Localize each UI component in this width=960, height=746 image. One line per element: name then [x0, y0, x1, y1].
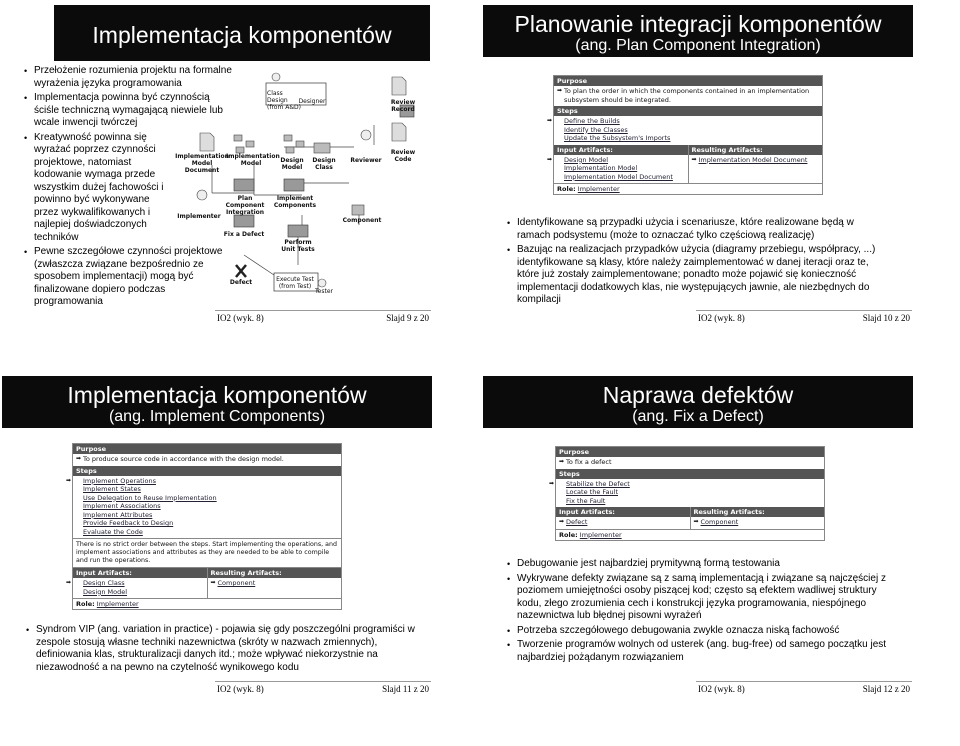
bullet-item: • Implementacja powinna być czynnością ściśle techniczną wymagającą niewiele lub wcale inwencji twórczej — [24, 92, 236, 130]
purpose-text: To fix a defect — [566, 458, 612, 466]
inputs-header: Input Artifacts: — [554, 145, 688, 155]
bullet-item: • Tworzenie programów wolnych od usterek (ang. bug-free) od samego początku jest najbardziej pożądanym rozwiązaniem — [507, 639, 899, 664]
results-header: Resulting Artifacts: — [691, 507, 825, 517]
inputs-row — [66, 578, 207, 598]
bullet-list — [507, 558, 899, 666]
slide-12 — [483, 376, 913, 702]
arrow-icon: ➡ — [691, 155, 697, 163]
slide-9 — [2, 5, 432, 331]
role-row — [554, 183, 822, 194]
role-row — [73, 598, 341, 609]
step-link[interactable]: Fix the Fault — [566, 496, 606, 505]
tester-label: Tester — [315, 288, 333, 295]
design-class-label: Design Class — [312, 157, 336, 171]
component-label: Component — [342, 217, 382, 224]
input-link[interactable]: Defect — [566, 518, 588, 526]
role-label: Role: — [76, 600, 95, 608]
footer-slide-number: Slajd 9 z 20 — [386, 313, 429, 323]
review-record-label: Review Record — [390, 99, 416, 113]
fix-a-defect-label: Fix a Defect — [223, 231, 265, 238]
slide-footer — [217, 313, 429, 325]
slide-title-bar — [483, 376, 913, 428]
arrow-icon: ➡ — [210, 579, 216, 586]
arrow-icon: ➡ — [66, 579, 72, 586]
footer-divider — [696, 681, 912, 682]
execute-test-label: Execute Test (from Test) — [276, 276, 314, 290]
bullet-item: • Wykrywane defekty związane są z samą implementacją i związane są najczęściej z poziomem umiejętności osoby piszącej kod; często są efektem wadliwej struktury kodu, złego zrozumienia cech i konstrukcji języka programowania, niespójnego nazewnictwa lub błędnej pisowni wyrażeń — [507, 573, 899, 623]
implement-components-label: Implement Components — [273, 195, 317, 209]
arrow-icon: ➡ — [559, 458, 565, 465]
bullet-item: • Identyfikowane są przypadki użycia i scenariusze, które realizowane będą w ramach podsystemu (może to oznaczać tylko częściową realizację) — [507, 217, 887, 242]
results-row — [208, 578, 342, 590]
step-link[interactable]: Use Delegation to Reuse Implementation — [83, 493, 217, 502]
slide-title-bar — [2, 376, 432, 428]
results-row — [691, 517, 825, 529]
footer-course: IO2 (wyk. 8) — [217, 684, 264, 694]
purpose-row — [554, 86, 822, 106]
slide-subtitle: (ang. Plan Component Integration) — [575, 37, 821, 54]
footer-slide-number: Slajd 10 z 20 — [862, 313, 910, 323]
slide-footer — [698, 313, 910, 325]
step-link[interactable]: Provide Feedback to Design — [83, 519, 174, 527]
process-box — [549, 446, 825, 541]
footer-slide-number: Slajd 12 z 20 — [862, 684, 910, 694]
designer-label: Designer — [298, 98, 326, 105]
footer-course: IO2 (wyk. 8) — [698, 313, 745, 323]
results-row — [689, 155, 823, 167]
result-link[interactable]: Implementation Model Document — [698, 155, 808, 164]
step-link[interactable]: Implement Associations — [83, 502, 161, 510]
defect-label: Defect — [229, 279, 253, 286]
slide-footer — [698, 684, 910, 696]
purpose-row — [73, 454, 341, 466]
results-header: Resulting Artifacts: — [208, 568, 342, 578]
role-label: Role: — [557, 185, 576, 193]
artifacts-section — [547, 145, 822, 184]
perform-unit-tests-label: Perform Unit Tests — [281, 239, 315, 253]
impl-model-label: Implementation Model — [226, 153, 280, 167]
design-model-label: Design Model — [280, 157, 304, 171]
purpose-header: Purpose — [73, 444, 341, 454]
bullet-item: • Pewne szczegółowe czynności projektowe (zwłaszcza związane bezpośrednio ze sposobem implementacji) mogą być finalizowane dopiero podczas programowania — [24, 246, 236, 309]
arrow-icon: ➡ — [547, 117, 553, 124]
arrow-icon: ➡ — [547, 155, 553, 163]
purpose-header: Purpose — [556, 447, 824, 457]
step-link[interactable]: Implement States — [83, 485, 141, 493]
bullet-item: • Przełożenie rozumienia projektu na formalne wyrażenia języka programowania — [24, 65, 236, 90]
input-link[interactable]: Implementation Model Document — [564, 172, 673, 181]
artifacts-section — [66, 567, 341, 598]
footer-course: IO2 (wyk. 8) — [217, 313, 264, 323]
class-design-label: Class Design (from A&D) — [267, 90, 301, 111]
input-link[interactable]: Design Model — [83, 587, 128, 596]
inputs-row — [547, 155, 688, 184]
step-link[interactable]: Define the Builds — [564, 117, 620, 125]
slide-subtitle: (ang. Implement Components) — [108, 408, 326, 425]
result-link[interactable]: Component — [700, 518, 739, 526]
slide-title-bar — [483, 5, 913, 57]
arrow-icon: ➡ — [693, 518, 699, 525]
bullet-list — [507, 217, 887, 309]
role-link[interactable]: Implementer — [96, 600, 139, 608]
footer-divider — [215, 310, 431, 311]
plan-component-integration-label: Plan Component Integration — [225, 195, 265, 216]
arrow-icon: ➡ — [549, 479, 555, 487]
step-link[interactable]: Identify the Classes — [564, 125, 628, 134]
arrow-icon: ➡ — [559, 518, 565, 525]
purpose-header: Purpose — [554, 76, 822, 86]
steps-header: Steps — [556, 469, 824, 479]
purpose-text: To produce source code in accordance with the design model. — [83, 455, 284, 463]
step-link[interactable]: Evaluate the Code — [83, 527, 143, 536]
bullet-item: • Bazując na realizacjach przypadków użycia (diagramy przebiegu, współpracy, ...) identyfikowane są klasy, które należy zaimplementować w danej iteracji oraz te, które już zostały zaimplementowane; ponadto może pojawić się konieczność implementacji dodatkowych klas, nie występujących jawnie, ale niezbędnych do kompilacji — [507, 244, 887, 307]
inputs-header: Input Artifacts: — [556, 507, 690, 517]
steps-row — [549, 479, 824, 508]
results-header: Resulting Artifacts: — [689, 145, 823, 155]
input-link[interactable]: Implementation Model — [564, 164, 638, 172]
bullet-list — [26, 624, 416, 676]
slide-footer — [217, 684, 429, 696]
footer-slide-number: Slajd 11 z 20 — [382, 684, 429, 694]
slide-title: Implementacja komponentów — [67, 382, 367, 408]
slide-title: Implementacja komponentów — [92, 22, 392, 48]
role-link[interactable]: Implementer — [577, 185, 620, 193]
arrow-icon: ➡ — [557, 87, 563, 94]
footer-divider — [696, 310, 912, 311]
slide-subtitle: (ang. Fix a Defect) — [632, 408, 764, 425]
review-code-label: Review Code — [390, 149, 416, 163]
steps-header: Steps — [554, 106, 822, 116]
arrow-icon: ➡ — [66, 476, 72, 484]
input-link[interactable]: Design Class — [83, 579, 125, 587]
role-link[interactable]: Implementer — [579, 530, 622, 539]
bullet-item: • Debugowanie jest najbardziej prymitywną formą testowania — [507, 558, 899, 571]
footer-divider — [215, 681, 431, 682]
input-link[interactable]: Design Model — [564, 155, 609, 164]
arrow-icon: ➡ — [76, 455, 82, 462]
steps-row — [66, 476, 341, 539]
slide-title: Naprawa defektów — [602, 382, 794, 408]
impl-model-document-label: Implementation Model Document — [175, 153, 229, 174]
process-box — [66, 443, 342, 610]
implementer-label: Implementer — [177, 213, 221, 220]
purpose-row — [556, 457, 824, 469]
step-link[interactable]: Stabilize the Defect — [566, 479, 630, 488]
process-box — [547, 75, 823, 195]
inputs-row — [556, 517, 690, 529]
steps-row — [547, 116, 822, 145]
steps-note: There is no strict order between the steps. Start implementing the operations, and implement associations and attributes as they are needed to be able to compile and run the operations. — [73, 538, 341, 567]
role-row — [556, 529, 824, 540]
bullet-item: • Syndrom VIP (ang. variation in practice) - pojawia się gdy poszczególni programiści w zespole stosują własne techniki nazewnictwa (skróty w nazwach zmiennych), definiowania klas, strukturalizacji danych itd.; może wpływać niekorzystnie na niezawodność a na pewno na czytelność wynikowego kodu — [26, 624, 416, 674]
step-link[interactable]: Update the Subsystem's Imports — [564, 134, 671, 142]
bullet-item: • Kreatywność powinna się wyrażać poprzez czynności projektowe, natomiast kodowanie wymaga przede wszystkim dużej fachowości i powinno być wykonywane przez wykwalifikowanych i najlepiej doświadczonych techników — [24, 132, 174, 245]
reviewer-label: Reviewer — [350, 157, 382, 164]
footer-course: IO2 (wyk. 8) — [698, 684, 745, 694]
workflow-diagram — [174, 65, 432, 305]
artifacts-section — [556, 507, 824, 529]
slide-11 — [2, 376, 432, 702]
steps-header: Steps — [73, 466, 341, 476]
result-link[interactable]: Component — [217, 579, 256, 587]
purpose-text: To plan the order in which the components contained in an implementation subsystem should be integrated. — [564, 87, 810, 104]
slide-title-bar — [54, 5, 430, 61]
step-link[interactable]: Implement Attributes — [83, 510, 153, 519]
role-label: Role: — [559, 530, 578, 539]
inputs-header: Input Artifacts: — [73, 568, 207, 578]
step-link[interactable]: Locate the Fault — [566, 488, 618, 496]
bullet-item: • Potrzeba szczegółowego debugowania zwykle oznacza niską fachowość — [507, 625, 899, 638]
step-link[interactable]: Implement Operations — [83, 476, 156, 485]
slide-10 — [483, 5, 913, 331]
slide-title: Planowanie integracji komponentów — [514, 11, 882, 37]
